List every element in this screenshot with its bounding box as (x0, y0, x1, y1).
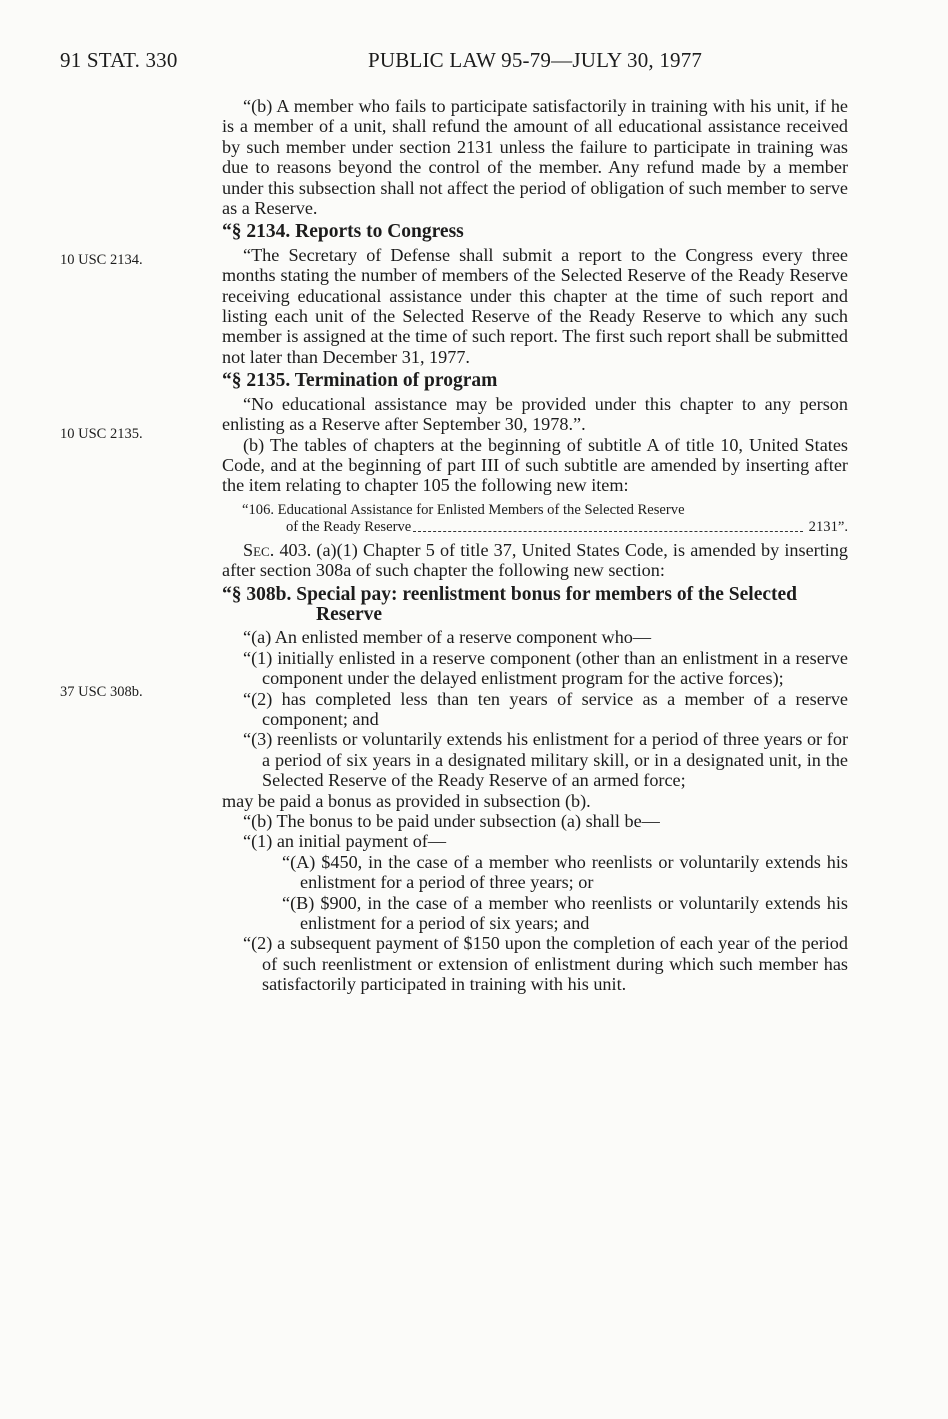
paragraph-reports: “The Secretary of Defense shall submit a report to the Congress every three months stating the number of members of the Selected Reserve of the Ready Reserve receiving educational assistance under this chapter at the time of such report and listing each unit of the Selected Reserve of the Ready Reserve to which any such member is assigned at the time of such report. The first such report shall be submitted not later than December 31, 1977. (222, 244, 848, 367)
paragraph-tables-of-chapters: (b) The tables of chapters at the beginning of subtitle A of title 10, United States Code, and at the beginning of part III of such subtitle are amended by inserting after the item relating to chapter 105 the following new item: (222, 434, 848, 496)
sec-label: Sec. (243, 539, 275, 560)
paragraph-308b-b: “(b) The bonus to be paid under subsection (a) shall be— (243, 811, 660, 831)
paragraph-308b-a2: “(2) has completed less than ten years of service as a member of a reserve component; and (243, 688, 848, 729)
table-entry-title-cont: of the Ready Reserve (286, 518, 412, 535)
page-running-title: PUBLIC LAW 95-79—JULY 30, 1977 (368, 48, 703, 72)
chapter-table-entry (222, 502, 848, 536)
paragraph-sec-403 (222, 540, 848, 581)
margin-note-10usc2135: 10 USC 2135. (60, 426, 143, 442)
margin-note-37usc308b: 37 USC 308b. (60, 684, 143, 700)
section-heading-2135: “§ 2135. Termination of program (222, 370, 498, 392)
margin-note-10usc2134: 10 USC 2134. (60, 252, 143, 268)
body-text-column (222, 96, 848, 995)
paragraph-308b-b2: “(2) a subsequent payment of $150 upon the completion of each year of the period of such reenlistment or extension of enlistment during which such member has satisfactorily participated in training with his unit. (243, 933, 848, 995)
paragraph-308b-b1: “(1) an initial payment of— (243, 831, 447, 852)
paragraph-308b-b1B: “(B) $900, in the case of a member who reenlists or voluntarily extends his enlistment for a period of six years; and (282, 892, 848, 934)
paragraph-308b-bonus: may be paid a bonus as provided in subsection (b). (222, 790, 591, 811)
table-entry-line2 (222, 519, 848, 536)
paragraph-308b-a3: “(3) reenlists or voluntarily extends his enlistment for a period of three years or for a period of six years in a designated military skill, or in a designated unit, in the Selected Reserve of the Ready Reserve of an armed force; (243, 729, 848, 791)
section-heading-308b: “§ 308b. Special pay: reenlistment bonus for members of the Selected Reserve (222, 583, 798, 625)
paragraph-308b-a: “(a) An enlisted member of a reserve component who— (243, 627, 652, 648)
page-stat-number: 91 STAT. 330 (60, 48, 178, 72)
sec-403-text: 403. (a)(1) Chapter 5 of title 37, United States Code, is amended by inserting after section 308a of such chapter the following new section: (222, 539, 848, 581)
paragraph-308b-b1A: “(A) $450, in the case of a member who reenlists or voluntarily extends his enlistment for a period of three years; or (282, 851, 848, 893)
paragraph-termination: “No educational assistance may be provided under this chapter to any person enlisting as a Reserve after September 30, 1978.”. (222, 393, 848, 435)
leader-dots (413, 519, 802, 532)
table-entry-section-number: 2131”. (808, 518, 848, 535)
section-heading-2134: “§ 2134. Reports to Congress (222, 221, 464, 243)
table-entry-line1: “106. Educational Assistance for Enlisted Members of the Selected Reserve (242, 501, 685, 518)
paragraph-308b-a1: “(1) initially enlisted in a reserve component (other than an enlistment in a reserve component under the delayed enlistment program for the active forces); (243, 647, 848, 689)
paragraph-refund: “(b) A member who fails to participate satisfactorily in training with his unit, if he is a member of a unit, shall refund the amount of all educational assistance received by such member under section 2131 unless the failure to participate in training was due to reasons beyond the control of the member. Any refund made by a member under this subsection shall not affect the period of obligation of such member to serve as a Reserve. (222, 96, 848, 219)
